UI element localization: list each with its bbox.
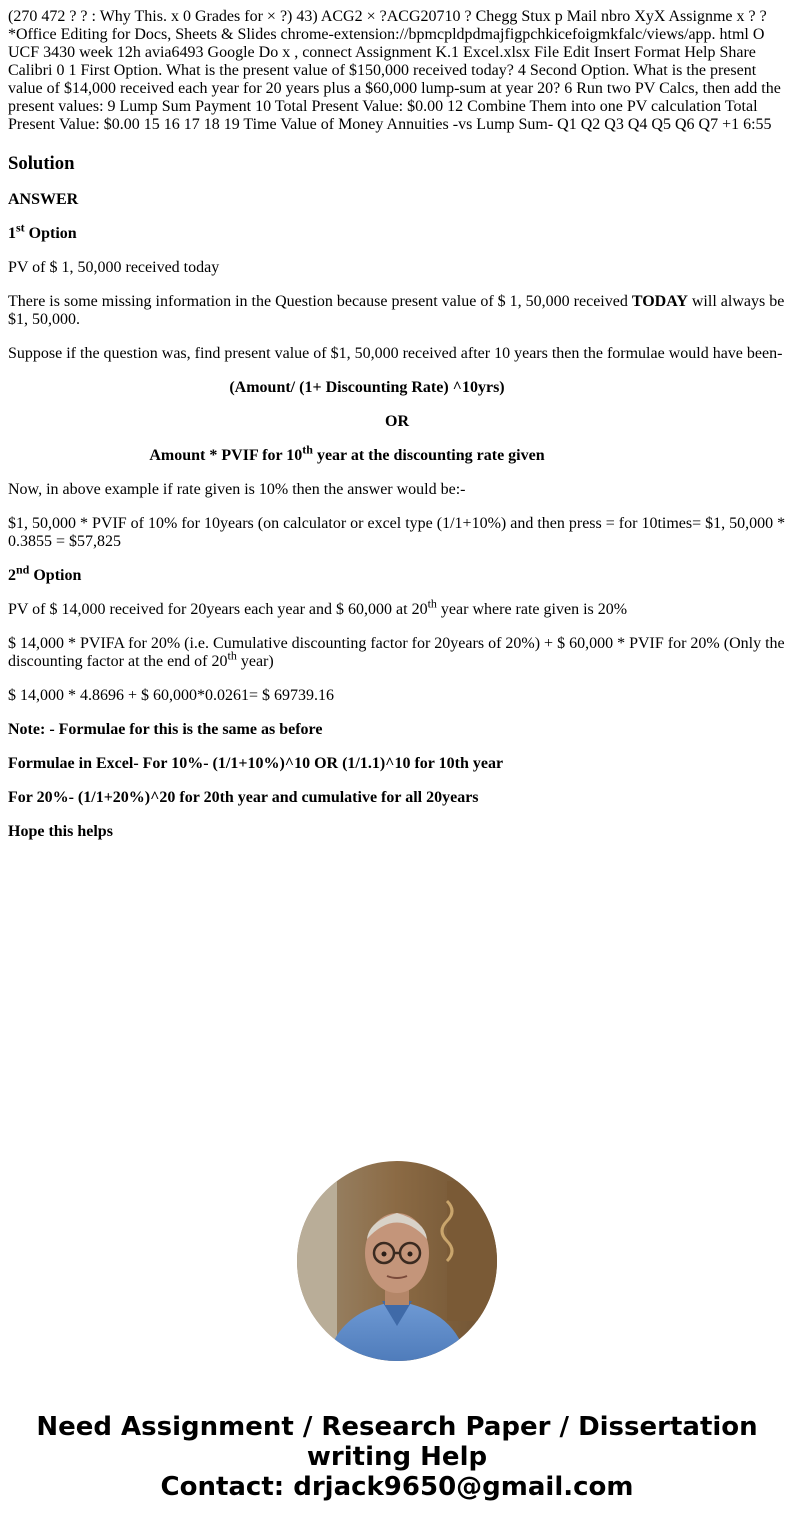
intro-text: (270 472 ? ? : Why This. x 0 Grades for × ?) 43) ACG2 × ?ACG20710 ? Chegg Stux p Mail nbro XyX Assignme x ? ? *Office Editing for Docs, Sheets & Slides chrome-extension://bpmcpldpdmajfigpchkicefoigmkfalc/views/app. html O UCF 3430 week 12h avia6493 Google Do x , connect Assignment K.1 Excel.xlsx File Edit Insert Format Help Share Calibri 0 1 First Option. What is the present value of $150,000 received today? 4 Second Option. What is the present value of $14,000 received each year for 20 years plus a $60,000 lump-sum at year 20? 6 Run two PV Calcs, then add the present values: 9 Lump Sum Payment 10 Total Present Value: $0.00 12 Combine Them into one PV calculation Total Present Value: $0.00 15 16 17 18 19 Time Value of Money Annuities -vs Lump Sum- Q1 Q2 Q3 Q4 Q5 Q6 Q7 +1 6:55: [8, 8, 781, 133]
alt-formula-text-b: year at the discounting rate given: [312, 447, 545, 464]
option1-missing-info: [8, 293, 786, 329]
author-photo: [297, 1161, 497, 1361]
answer-label: ANSWER: [8, 191, 79, 208]
option1-suppose: Suppose if the question was, find present value of $1, 50,000 received after 10 years then the formulae would have been-: [8, 345, 783, 362]
option2-word: Option: [29, 567, 82, 584]
alt-formula-ordinal: th: [302, 442, 313, 457]
option2-ordinal: nd: [16, 562, 30, 577]
missing-info-text-a: There is some missing information in the Question because present value of $ 1, 50,000 received: [8, 293, 632, 310]
pv-line-ordinal: th: [427, 596, 437, 611]
note-line: Note: - Formulae for this is the same as before: [8, 721, 323, 738]
pv-line-text-a: PV of $ 14,000 received for 20years each year and $ 60,000 at 20: [8, 601, 428, 618]
closing-line: Hope this helps: [8, 823, 113, 840]
option1-calc: $1, 50,000 * PVIF of 10% for 10years (on calculator or excel type (1/1+10%) and then press = for 10times= $1, 50,000 * 0.3855 = $57,825: [8, 515, 786, 550]
missing-info-today: TODAY: [631, 293, 688, 310]
option1-pv-line: PV of $ 1, 50,000 received today: [8, 259, 220, 276]
option2-result: $ 14,000 * 4.8696 + $ 60,000*0.0261= $ 69739.16: [8, 687, 335, 704]
option2-formula-ordinal: th: [227, 648, 237, 663]
document-body: [0, 8, 794, 841]
footer-line-2: writing Help: [306, 1442, 488, 1472]
missing-info-text-b: will always be $1, 50,000.: [8, 293, 785, 328]
author-avatar: [297, 1161, 497, 1361]
excel-formula-line: Formulae in Excel- For 10%- (1/1+10%)^10 OR (1/1.1)^10 for 10th year: [8, 755, 504, 772]
footer-banner: [0, 1412, 794, 1502]
option1-word: Option: [24, 225, 77, 242]
option2-heading: [8, 562, 786, 585]
footer-line-1: Need Assignment / Research Paper / Dissertation: [36, 1412, 758, 1442]
option2-formula: [8, 635, 786, 671]
option1-alt-formula: [8, 442, 786, 465]
twenty-percent-line: For 20%- (1/1+20%)^20 for 20th year and cumulative for all 20years: [8, 789, 479, 806]
option2-formula-text-b: year): [236, 653, 274, 670]
footer-contact[interactable]: Contact: drjack9650@gmail.com: [160, 1472, 634, 1502]
solution-heading: Solution: [8, 153, 75, 174]
alt-formula-text-a: Amount * PVIF for 10: [149, 447, 303, 464]
option1-ordinal: st: [16, 220, 25, 235]
option2-pv-line: [8, 596, 786, 619]
pv-line-text-b: year where rate given is 20%: [436, 601, 628, 618]
option2-number: 2: [8, 567, 16, 584]
option2-formula-text-a: $ 14,000 * PVIFA for 20% (i.e. Cumulative discounting factor for 20years of 20%) + $ 60,000 * PVIF for 20% (Only the discounting factor at the end of 20: [8, 635, 785, 670]
option1-now: Now, in above example if rate given is 10% then the answer would be:-: [8, 481, 466, 498]
option1-heading: [8, 220, 786, 243]
option1-formula: (Amount/ (1+ Discounting Rate) ^10yrs): [229, 379, 505, 396]
option1-number: 1: [8, 225, 16, 242]
option1-or: OR: [385, 413, 409, 430]
